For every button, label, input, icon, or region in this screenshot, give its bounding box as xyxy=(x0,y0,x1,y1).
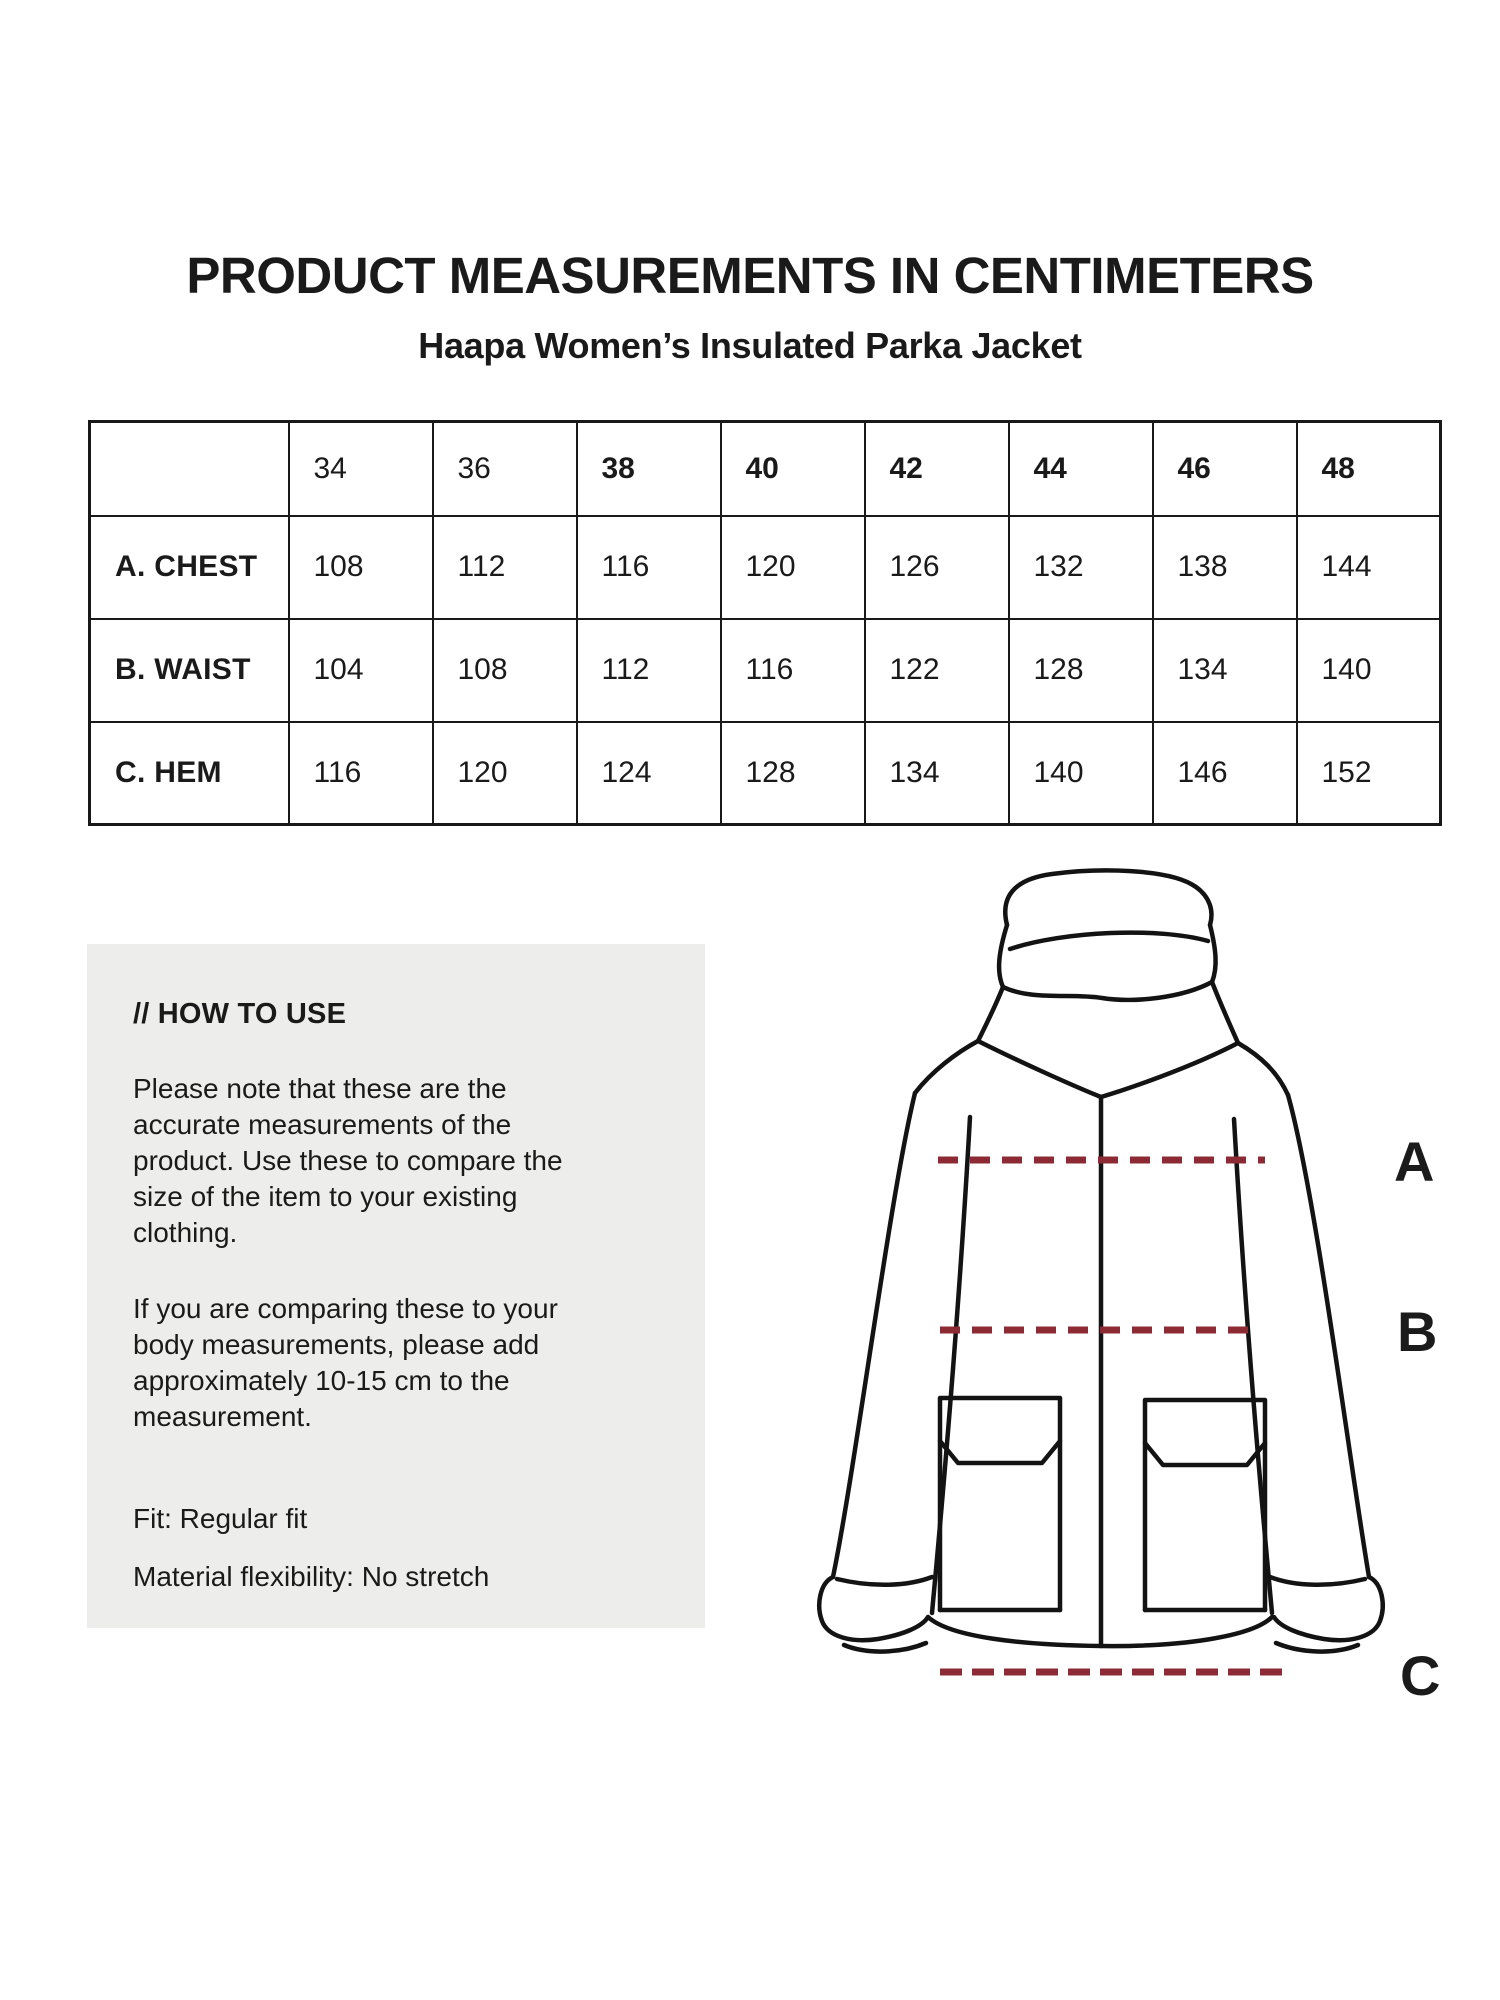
measurement-cell: 116 xyxy=(577,516,721,619)
hood-fur-seam xyxy=(1010,933,1208,949)
jacket-diagram xyxy=(760,865,1460,1715)
measurement-cell: 104 xyxy=(289,619,433,722)
measurement-cell: 146 xyxy=(1153,722,1297,825)
measurement-cell: 116 xyxy=(289,722,433,825)
cuff-right-fur-wave xyxy=(1276,1643,1358,1652)
cuff-left-top xyxy=(837,1577,932,1585)
how-to-use-box xyxy=(87,944,705,1628)
hood-bottom-edge xyxy=(1003,982,1212,1000)
product-name: Haapa Women’s Insulated Parka Jacket xyxy=(418,325,1082,366)
measurement-cell: 140 xyxy=(1009,722,1153,825)
measurement-cell: 112 xyxy=(577,619,721,722)
table-header xyxy=(90,422,1441,516)
fit-note: Fit: Regular fit xyxy=(133,1503,308,1534)
size-header-46: 46 xyxy=(1153,422,1297,516)
size-header-48: 48 xyxy=(1297,422,1441,516)
measurement-cell: 108 xyxy=(289,516,433,619)
size-header-34: 34 xyxy=(289,422,433,516)
measurement-cell: 124 xyxy=(577,722,721,825)
row-label: B. WAIST xyxy=(90,619,289,722)
cuff-right-top xyxy=(1270,1577,1365,1585)
measurement-cell: 134 xyxy=(1153,619,1297,722)
size-header-44: 44 xyxy=(1009,422,1153,516)
yoke-right xyxy=(1101,1043,1238,1097)
collar-right xyxy=(1212,982,1238,1043)
measurement-cell: 152 xyxy=(1297,722,1441,825)
hood-crown xyxy=(1005,870,1211,925)
page-title: PRODUCT MEASUREMENTS IN CENTIMETERS xyxy=(186,247,1314,304)
table-row xyxy=(90,722,1441,825)
measurement-cell: 134 xyxy=(865,722,1009,825)
size-header-42: 42 xyxy=(865,422,1009,516)
table-row xyxy=(90,619,1441,722)
measurement-cell: 144 xyxy=(1297,516,1441,619)
jacket-outline xyxy=(819,870,1382,1651)
how-to-use-paragraph-1: Please note that these are the accurate measurements of the product. Use these to compare the size of the item to your existing clothing. xyxy=(133,1073,563,1248)
measurement-cell: 138 xyxy=(1153,516,1297,619)
sleeve-left-outer xyxy=(833,1093,915,1577)
row-label: A. CHEST xyxy=(90,516,289,619)
yoke-left xyxy=(978,1041,1101,1097)
pocket-right xyxy=(1145,1400,1265,1610)
how-to-use-paragraph-2: If you are comparing these to your body measurements, please add approximately 10-15 cm to the measurement. xyxy=(133,1293,558,1432)
pocket-left xyxy=(940,1398,1060,1610)
measurement-cell: 112 xyxy=(433,516,577,619)
measurement-cell: 120 xyxy=(721,516,865,619)
pocket-right-flap xyxy=(1145,1443,1265,1465)
measurement-cell: 122 xyxy=(865,619,1009,722)
label-hem-C: C xyxy=(1400,1644,1441,1707)
measurements-table xyxy=(88,420,1442,826)
measurement-cell: 116 xyxy=(721,619,865,722)
table-row xyxy=(90,516,1441,619)
measurement-cell: 132 xyxy=(1009,516,1153,619)
collar-left xyxy=(978,987,1003,1041)
parka-outline-drawing xyxy=(760,865,1460,1715)
label-waist-B: B xyxy=(1397,1300,1438,1363)
material-note: Material flexibility: No stretch xyxy=(133,1561,490,1592)
measurement-cell: 126 xyxy=(865,516,1009,619)
hood-right-side xyxy=(1210,925,1216,982)
corner-cell xyxy=(90,422,289,516)
pocket-left-flap xyxy=(940,1441,1060,1463)
measurement-cell: 108 xyxy=(433,619,577,722)
sleeve-right-outer xyxy=(1288,1095,1369,1577)
size-header-40: 40 xyxy=(721,422,865,516)
label-chest-A: A xyxy=(1394,1130,1435,1193)
size-header-row xyxy=(90,422,1441,516)
body-seam-left xyxy=(932,1117,970,1613)
hood-left-side xyxy=(999,925,1007,987)
measurement-cell: 120 xyxy=(433,722,577,825)
row-label: C. HEM xyxy=(90,722,289,825)
table-body xyxy=(90,516,1441,825)
measurement-cell: 128 xyxy=(721,722,865,825)
size-header-36: 36 xyxy=(433,422,577,516)
shoulder-right xyxy=(1238,1043,1288,1095)
measurement-cell: 140 xyxy=(1297,619,1441,722)
cuff-left-fur-wave xyxy=(844,1643,926,1652)
measurement-cell: 128 xyxy=(1009,619,1153,722)
how-to-use-heading: // HOW TO USE xyxy=(133,998,347,1030)
shoulder-left xyxy=(915,1041,978,1093)
size-header-38: 38 xyxy=(577,422,721,516)
